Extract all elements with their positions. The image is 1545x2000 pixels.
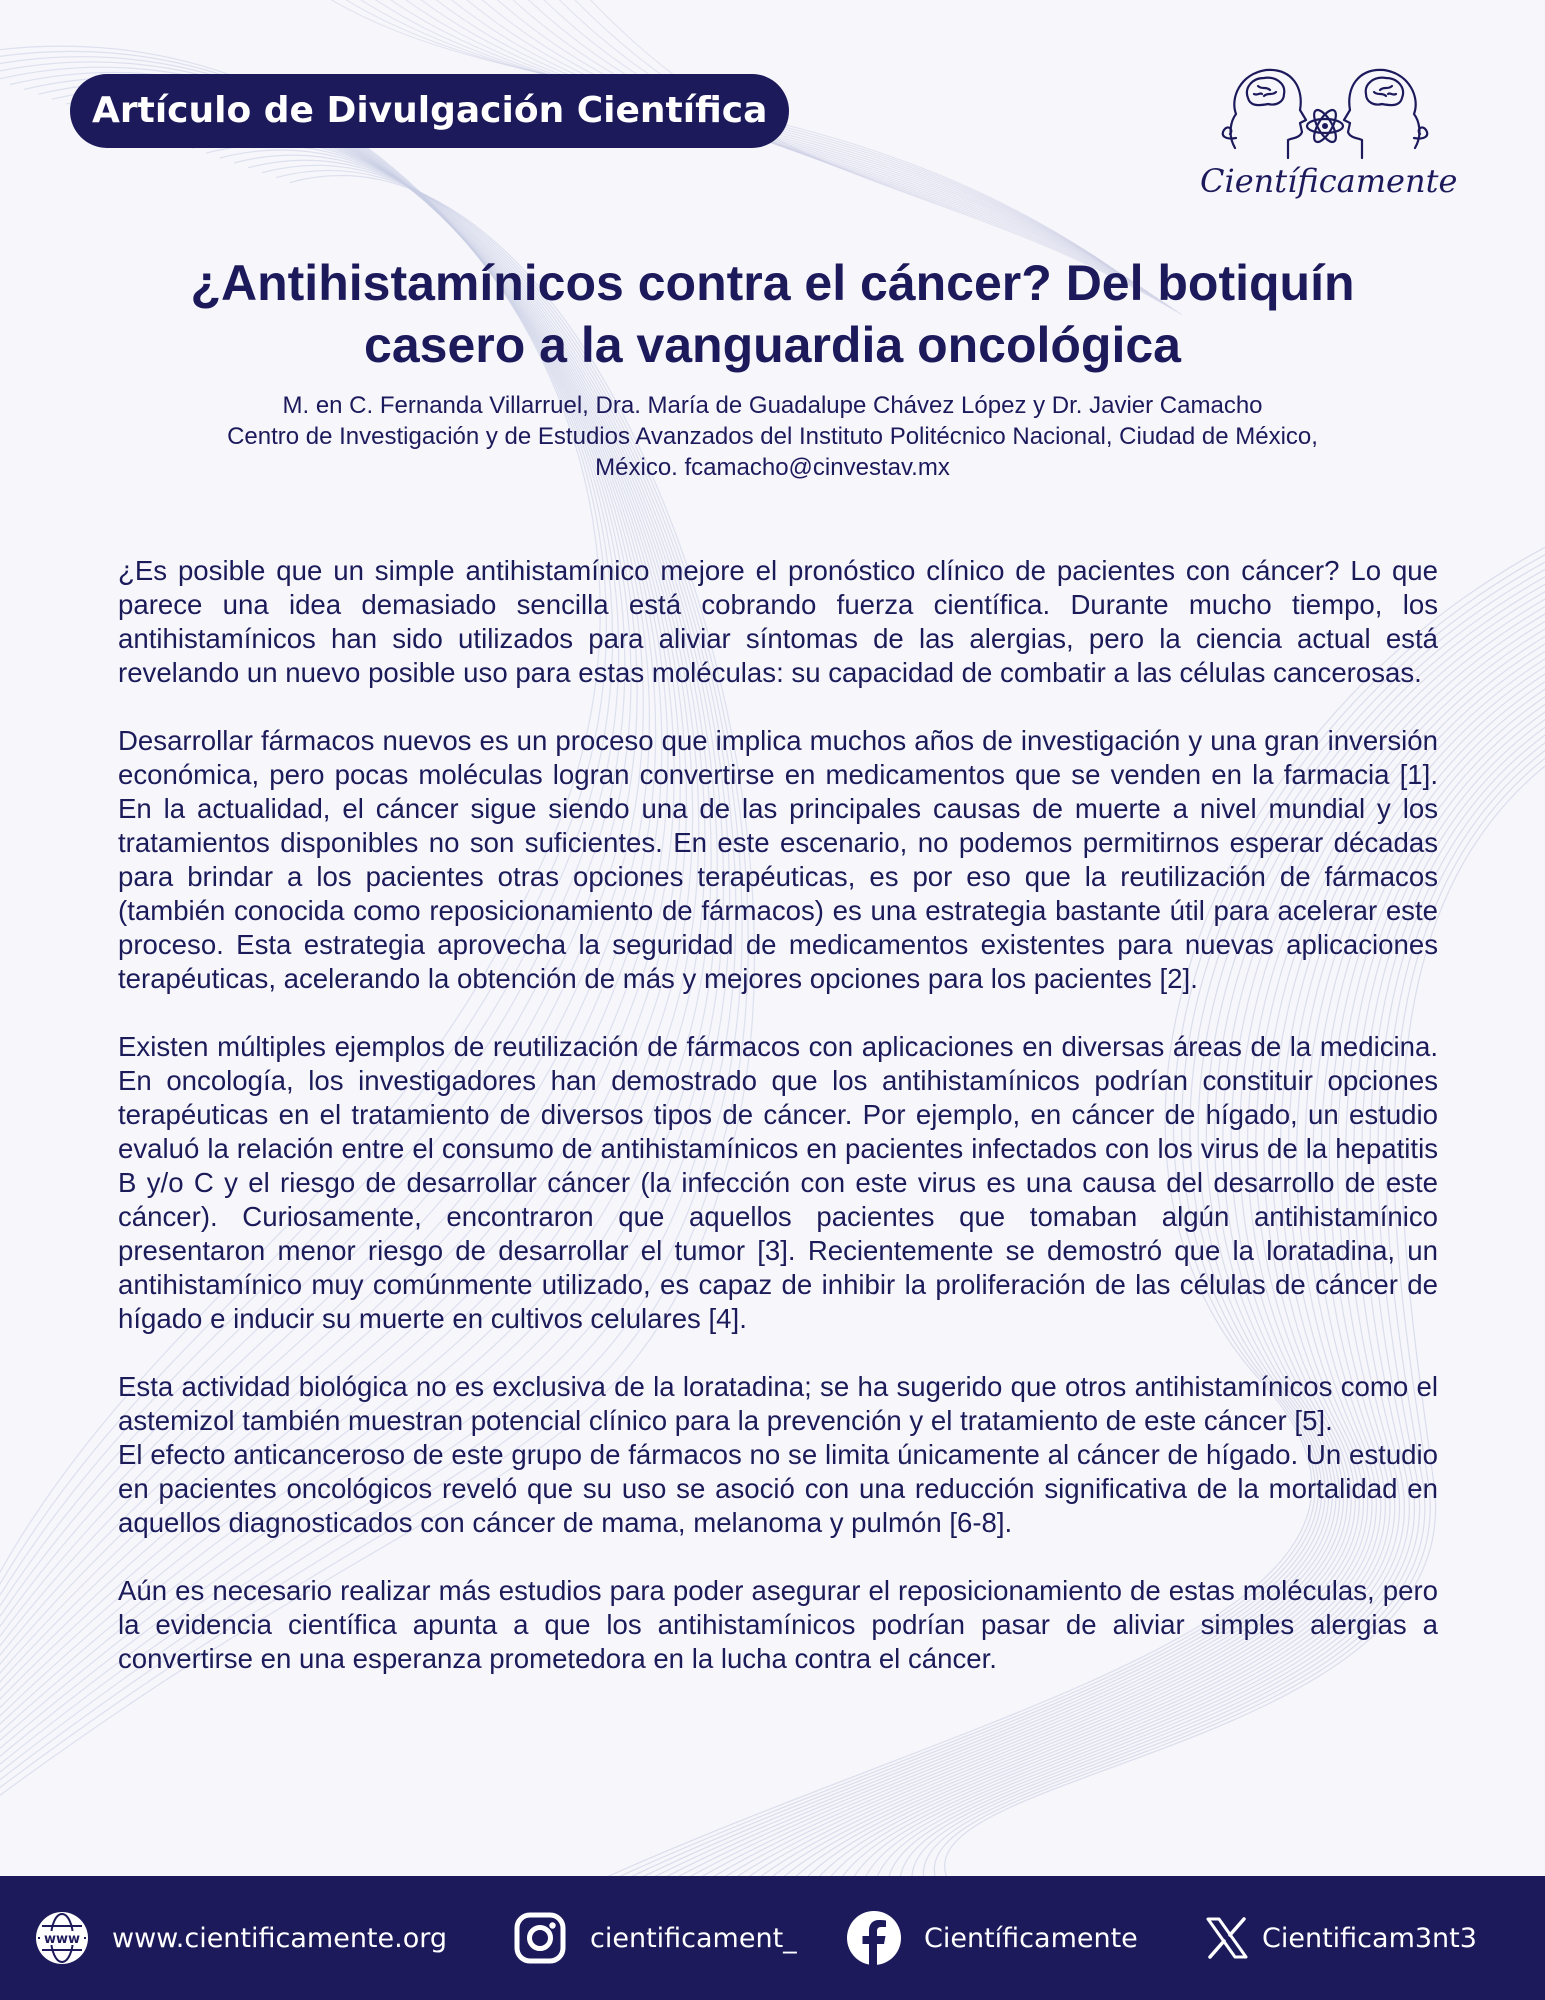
- brain-heads-atom-logo: [1200, 58, 1450, 168]
- affiliation-line-1: Centro de Investigación y de Estudios Avanzados del Instituto Politécnico Nacional, Ciudad de México,: [227, 423, 1318, 450]
- article-title: [100, 252, 1445, 376]
- x-icon: [1204, 1915, 1250, 1961]
- article-type-badge: Artículo de Divulgación Científica: [70, 74, 789, 148]
- instagram-icon: [512, 1910, 568, 1966]
- author-block: [100, 390, 1445, 483]
- cientificamente-logo: [1200, 58, 1458, 208]
- paragraph-1: ¿Es posible que un simple antihistamínico mejore el pronóstico clínico de pacientes con cáncer? Lo que parece una idea demasiado sencilla está cobrando fuerza científica. Durante mucho tiempo, los antihistamínicos han sido utilizados para aliviar síntomas de las alergias, pero la ciencia actual está revelando un nuevo posible uso para estas moléculas: su capacidad de combatir a las células cancerosas.: [118, 555, 1438, 688]
- footer-website[interactable]: [34, 1876, 447, 2000]
- globe-www-icon: [34, 1910, 90, 1966]
- authors: M. en C. Fernanda Villarruel, Dra. María de Guadalupe Chávez López y Dr. Javier Camacho: [282, 392, 1263, 419]
- footer-website-text: www.cientificamente.org: [112, 1922, 447, 1954]
- paragraph-3: Existen múltiples ejemplos de reutilización de fármacos con aplicaciones en diversas áreas de la medicina. En oncología, los investigadores han demostrado que los antihistamínicos podrían constituir opciones terapéuticas en el tratamiento de diversos tipos de cáncer. Por ejemplo, en cáncer de hígado, un estudio evaluó la relación entre el consumo de antihistamínicos en pacientes infectados con los virus de la hepatitis B y/o C y el riesgo de desarrollar cáncer (la infección con este virus es una causa del desarrollo de este cáncer). Curiosamente, encontraron que aquellos pacientes que tomaban algún antihistamínico presentaron menor riesgo de desarrollar el tumor [3]. Recientemente se demostró que la loratadina, un antihistamínico muy comúnmente utilizado, es capaz de inhibir la proliferación de las células de cáncer de hígado e inducir su muerte en cultivos celulares [4].: [118, 1031, 1438, 1334]
- paragraph-5: El efecto anticanceroso de este grupo de fármacos no se limita únicamente al cáncer de hígado. Un estudio en pacientes oncológicos reveló que su uso se asoció con una reducción significativa de la mortalidad en aquellos diagnosticados con cáncer de mama, melanoma y pulmón [6-8].: [118, 1439, 1438, 1538]
- paragraph-2: Desarrollar fármacos nuevos es un proceso que implica muchos años de investigación y una gran inversión económica, pero pocas moléculas logran convertirse en medicamentos que se venden en la farmacia [1]. En la actualidad, el cáncer sigue siendo una de las principales causas de muerte a nivel mundial y los tratamientos disponibles no son suficientes. En este escenario, no podemos permitirnos esperar décadas para brindar a los pacientes otras opciones terapéuticas, es por eso que la reutilización de fármacos (también conocida como reposicionamiento de fármacos) es una estrategia bastante útil para acelerar este proceso. Esta estrategia aprovecha la seguridad de medicamentos existentes para nuevas aplicaciones terapéuticas, acelerando la obtención de más y mejores opciones para los pacientes [2].: [118, 725, 1438, 994]
- footer-instagram[interactable]: [512, 1876, 797, 2000]
- svg-text:www: www: [43, 1932, 81, 1947]
- footer-x[interactable]: [1204, 1876, 1477, 2000]
- paragraph-4: Esta actividad biológica no es exclusiva de la loratadina; se ha sugerido que otros antihistamínicos como el astemizol también muestran potencial clínico para la prevención y el tratamiento de este cáncer [5].: [118, 1371, 1438, 1436]
- footer-facebook[interactable]: [846, 1876, 1138, 2000]
- title-line-1: ¿Antihistamínicos contra el cáncer? Del botiquín: [190, 255, 1355, 311]
- footer-instagram-text: cientificament_: [590, 1922, 797, 1954]
- affiliation-line-2: México. fcamacho@cinvestav.mx: [595, 454, 950, 481]
- footer-facebook-text: Científicamente: [924, 1922, 1138, 1954]
- title-line-2: casero a la vanguardia oncológica: [364, 317, 1181, 373]
- paragraph-6: Aún es necesario realizar más estudios para poder asegurar el reposicionamiento de estas moléculas, pero la evidencia científica apunta a que los antihistamínicos podrían pasar de aliviar simples alergias a convertirse en una esperanza prometedora en la lucha contra el cáncer.: [118, 1575, 1438, 1674]
- footer-bar: [0, 1876, 1545, 2000]
- footer-x-text: Cientificam3nt3: [1262, 1922, 1477, 1954]
- logo-wordmark: Científicamente: [1200, 162, 1458, 200]
- facebook-icon: [846, 1910, 902, 1966]
- article-body: [118, 554, 1438, 1710]
